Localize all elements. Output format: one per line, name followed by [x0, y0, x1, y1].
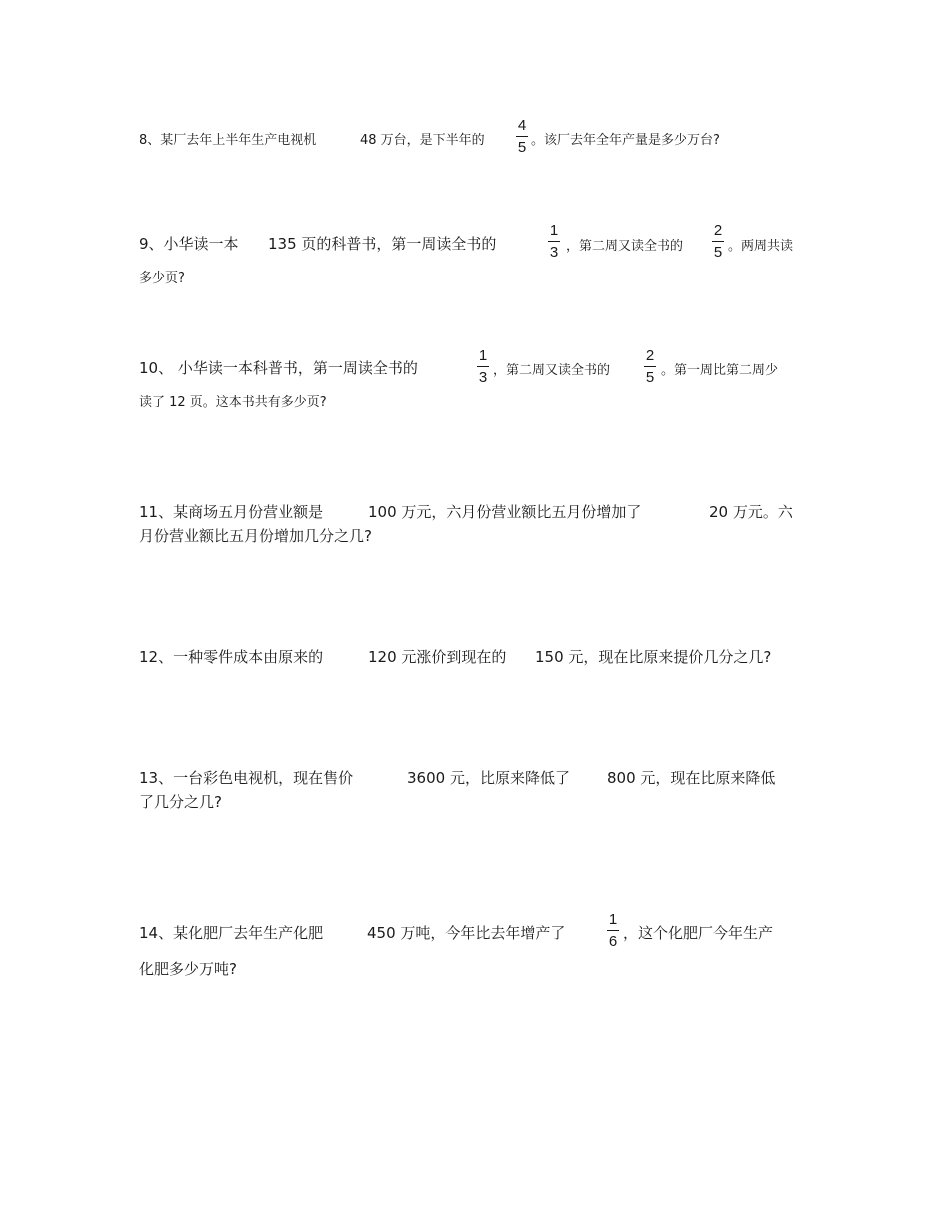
problem-14-text-c: ，这个化肥厂今年生产: [623, 924, 774, 942]
problem-11-line-2: 月份营业额比五月份增加几分之几?: [139, 527, 372, 545]
problem-11-text-a: 11、某商场五月份营业额是: [139, 503, 324, 521]
problem-10-text-a: 10、 小华读一本科普书，第一周读全书的: [139, 359, 418, 377]
fraction-numerator: 4: [517, 117, 527, 134]
fraction-denominator: 6: [608, 933, 618, 950]
fraction-1-3: [475, 348, 491, 385]
problem-12-text-c: 150 元，现在比原来提价几分之几?: [535, 648, 772, 666]
problem-8-text-a: 8、某厂去年上半年生产电视机: [139, 133, 317, 148]
fraction-denominator: 5: [645, 369, 655, 386]
fraction-2-5: [710, 223, 726, 260]
fraction-1-6: [605, 912, 621, 949]
problem-9-text-a: 9、小华读一本: [139, 235, 239, 253]
fraction-bar: [477, 366, 489, 367]
problem-9-line-2: 多少页?: [139, 271, 185, 286]
fraction-numerator: 2: [713, 222, 723, 239]
problem-9-text-b: 135 页的科普书，第一周读全书的: [268, 235, 497, 253]
fraction-4-5: [514, 118, 530, 155]
fraction-bar: [712, 241, 724, 242]
fraction-2-5: [642, 348, 658, 385]
problem-11-text-b: 100 万元，六月份营业额比五月份增加了: [368, 503, 642, 521]
problem-13-text-a: 13、一台彩色电视机，现在售价: [139, 769, 354, 787]
problem-8-text-c: 。该厂去年全年产量是多少万台?: [531, 133, 720, 148]
problem-13-text-b: 3600 元，比原来降低了: [407, 769, 570, 787]
fraction-bar: [607, 930, 619, 931]
fraction-bar: [516, 136, 528, 137]
problem-12-text-b: 120 元涨价到现在的: [368, 648, 507, 666]
problem-12-text-a: 12、一种零件成本由原来的: [139, 648, 324, 666]
fraction-numerator: 2: [645, 347, 655, 364]
problem-8-text-b: 48 万台，是下半年的: [360, 133, 485, 148]
fraction-1-3: [546, 223, 562, 260]
problem-10-text-b: ，第二周又读全书的: [493, 363, 611, 378]
problem-13-line-2: 了几分之几?: [139, 793, 222, 811]
problem-9-text-c: ，第二周又读全书的: [566, 239, 684, 254]
fraction-denominator: 5: [713, 244, 723, 261]
fraction-denominator: 5: [517, 139, 527, 156]
problem-14-text-a: 14、某化肥厂去年生产化肥: [139, 924, 324, 942]
problem-9-text-d: 。两周共读: [728, 239, 794, 254]
fraction-bar: [644, 366, 656, 367]
problem-14-line-2: 化肥多少万吨?: [139, 960, 237, 978]
problem-11-text-c: 20 万元。六: [709, 503, 793, 521]
problem-10-line-2: 读了 12 页。这本书共有多少页?: [139, 395, 327, 410]
fraction-numerator: 1: [608, 911, 618, 928]
problem-13-text-c: 800 元，现在比原来降低: [607, 769, 776, 787]
problem-14-text-b: 450 万吨，今年比去年增产了: [367, 924, 566, 942]
fraction-denominator: 3: [549, 244, 559, 261]
fraction-denominator: 3: [478, 369, 488, 386]
fraction-numerator: 1: [478, 347, 488, 364]
fraction-numerator: 1: [549, 222, 559, 239]
problem-10-text-c: 。第一周比第二周少: [661, 363, 779, 378]
fraction-bar: [548, 241, 560, 242]
